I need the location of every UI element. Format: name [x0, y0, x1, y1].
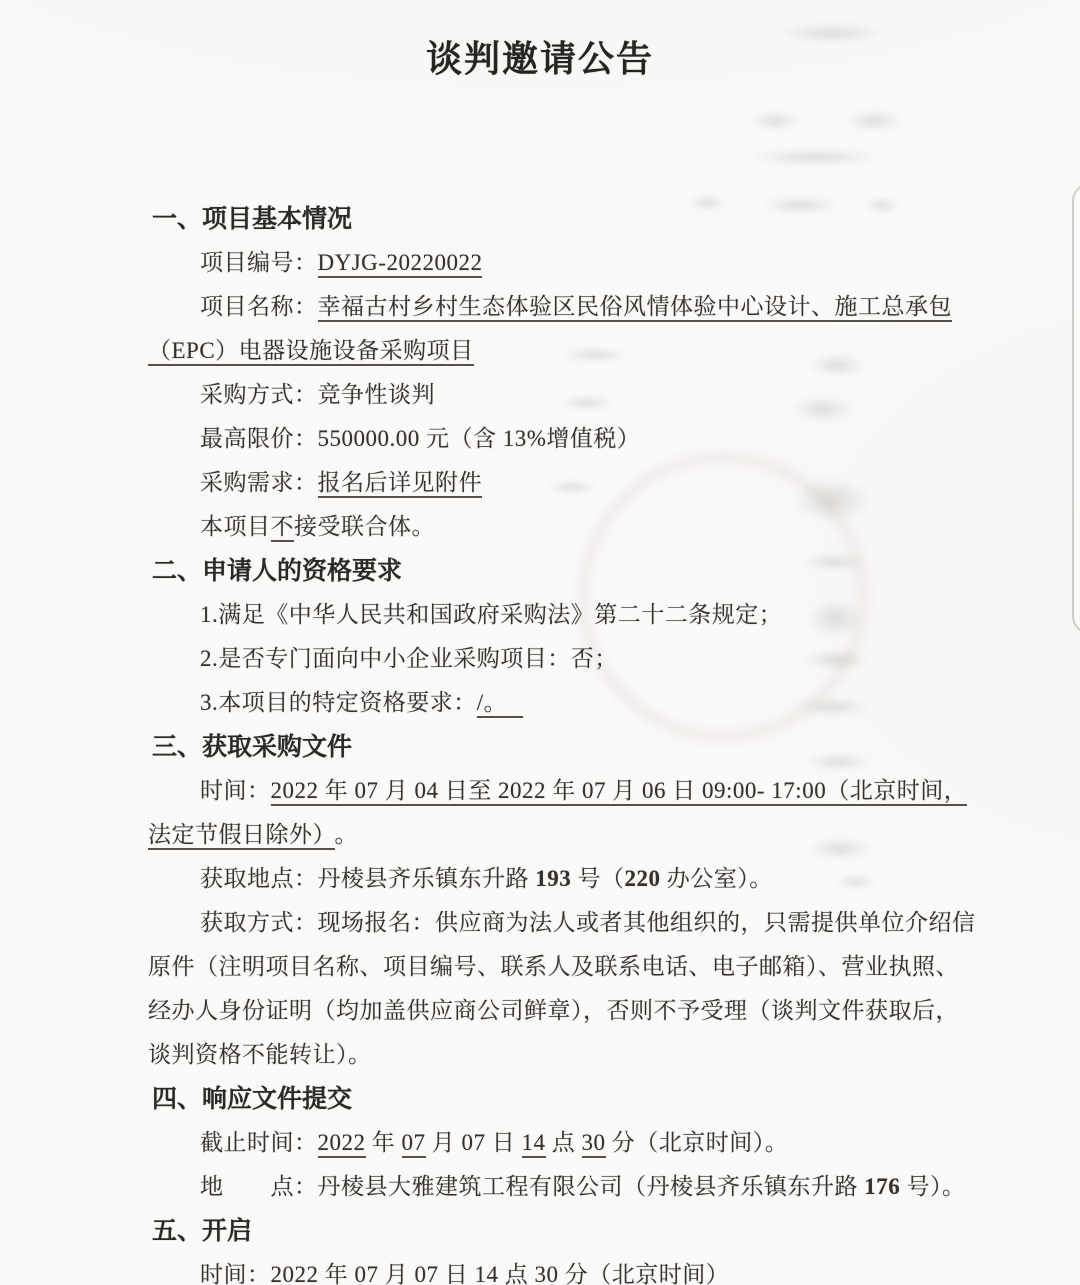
text-line [0, 813, 1080, 857]
text-line [0, 593, 1080, 637]
text-segment: /。 [477, 690, 523, 718]
text-segment: 经办人身份证明（均加盖供应商公司鲜章），否则不予受理（谈判文件获取后， [148, 998, 959, 1023]
text-segment: 14 [522, 1130, 546, 1158]
text-segment: 一、项目基本情况 [152, 205, 353, 233]
text-segment: 点 [498, 1262, 535, 1285]
text-segment: 30 [582, 1130, 606, 1158]
text-segment: 176 [864, 1174, 901, 1199]
text-line [0, 461, 1080, 505]
text-segment: 号（ [571, 866, 625, 891]
text-segment: 幸福古村乡村生态体验区民俗风情体验中心设计、施工总承包 [318, 294, 953, 322]
text-segment: 220 [624, 866, 661, 891]
text-line [0, 681, 1080, 725]
text-segment: 项目编号： [200, 250, 318, 275]
text-segment: （EPC）电器设施设备采购项目 [148, 338, 474, 366]
text-segment: 四、响应文件提交 [152, 1085, 353, 1113]
text-segment: 接受联合体。 [294, 514, 435, 539]
section-heading [0, 725, 1080, 769]
text-segment: 点 [545, 1130, 582, 1155]
text-segment: 月 07 日 [425, 1130, 522, 1155]
text-segment: 193 [535, 866, 572, 891]
text-segment: 采购需求： [200, 470, 318, 495]
text-segment: 年 [365, 1130, 402, 1155]
text-segment: 谈判资格不能转让）。 [148, 1042, 372, 1067]
text-segment: 项目名称： [200, 294, 318, 319]
text-segment: 2022 [271, 1262, 319, 1285]
text-line [0, 1121, 1080, 1165]
text-segment: 获取地点：丹棱县齐乐镇东升路 [200, 866, 536, 891]
text-line [0, 901, 1080, 945]
section-heading [0, 197, 1080, 241]
text-segment: 办公室）。 [660, 866, 773, 891]
document-content [0, 30, 1080, 1285]
text-segment: 分（北京时间） [558, 1262, 730, 1285]
text-line [0, 857, 1080, 901]
text-segment: 原件（注明项目名称、项目编号、联系人及联系电话、电子邮箱）、营业执照、 [148, 954, 959, 979]
text-segment: 号）。 [900, 1174, 966, 1199]
text-line [0, 637, 1080, 681]
text-segment: 三、获取采购文件 [152, 733, 353, 761]
text-line [0, 769, 1080, 813]
section-heading [0, 549, 1080, 593]
text-segment: 2022 [318, 1130, 366, 1158]
text-segment: 本项目 [200, 514, 271, 539]
text-segment: DYJG-20220022 [318, 250, 483, 278]
section-heading [0, 1209, 1080, 1253]
text-segment: 3.本项目的特定资格要求： [200, 690, 477, 715]
text-segment: 法定节假日除外） [148, 822, 335, 850]
text-segment: 07 [355, 1262, 379, 1285]
text-segment: 14 [475, 1262, 499, 1285]
text-segment: 时间： [200, 1262, 271, 1285]
text-segment: 2.是否专门面向中小企业采购项目：否； [200, 646, 618, 671]
text-segment: 报名后详见附件 [318, 470, 483, 498]
text-segment: 五、开启 [152, 1217, 253, 1245]
text-line [0, 285, 1080, 329]
text-segment: 谈判邀请公告 [425, 38, 654, 79]
text-segment: 采购方式：竞争性谈判 [200, 382, 435, 407]
text-segment: 分（北京时间）。 [605, 1130, 789, 1155]
text-segment: 最高限价：550000.00 元（含 13%增值税） [200, 426, 641, 451]
section-heading [0, 1077, 1080, 1121]
text-segment: 月 [378, 1262, 415, 1285]
text-segment: 2022 年 07 月 04 日至 2022 年 07 月 06 日 09:00- 17:00（北京时间， [271, 778, 968, 806]
text-segment: 二、申请人的资格要求 [152, 557, 403, 585]
text-line [0, 329, 1080, 373]
text-segment: 年 [318, 1262, 355, 1285]
text-segment: 30 [535, 1262, 559, 1285]
text-segment: 获取方式：现场报名：供应商为法人或者其他组织的，只需提供单位介绍信 [200, 910, 976, 935]
text-line [0, 1033, 1080, 1077]
text-segment: 截止时间： [200, 1130, 318, 1155]
text-line [0, 1253, 1080, 1285]
text-line [0, 417, 1080, 461]
text-segment: 时间： [200, 778, 271, 803]
document-title [0, 34, 1080, 84]
text-segment: 不 [271, 514, 295, 542]
text-segment: 1.满足《中华人民共和国政府采购法》第二十二条规定； [200, 602, 783, 627]
text-line [0, 989, 1080, 1033]
text-line [0, 1165, 1080, 1209]
text-line [0, 373, 1080, 417]
text-segment: 地 点：丹棱县大雅建筑工程有限公司（丹棱县齐乐镇东升路 [200, 1174, 865, 1199]
text-line [0, 241, 1080, 285]
text-segment: 日 [438, 1262, 475, 1285]
text-segment: 。 [334, 822, 358, 847]
text-segment: 07 [402, 1130, 426, 1158]
text-line [0, 505, 1080, 549]
text-segment: 07 [415, 1262, 439, 1285]
text-line [0, 945, 1080, 989]
